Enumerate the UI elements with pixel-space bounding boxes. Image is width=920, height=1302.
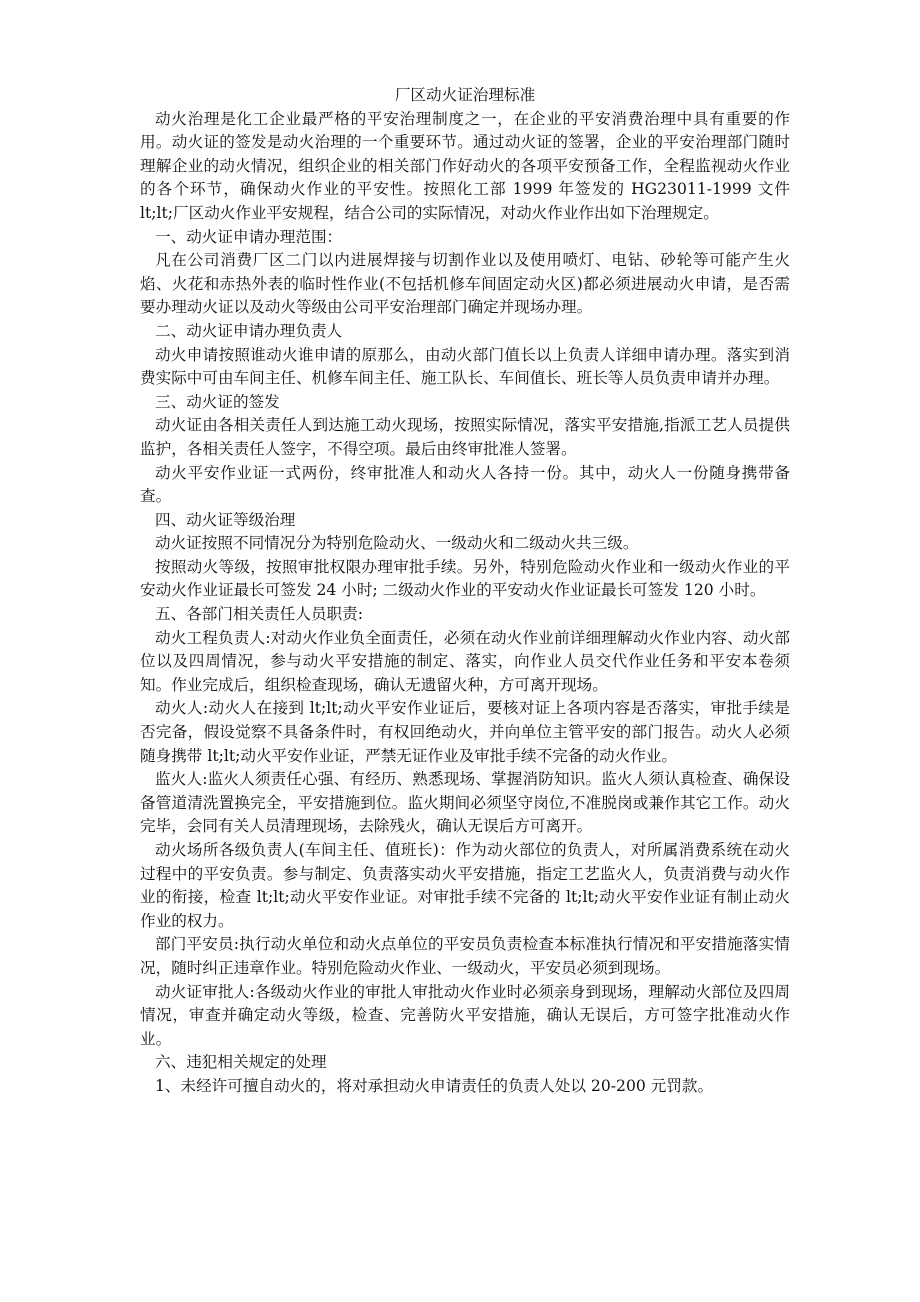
paragraph: 部门平安员:执行动火单位和动火点单位的平安员负责检查本标准执行情况和平安措施落实情况，随时纠正违章作业。特别危险动火作业、一级动火，平安员必须到现场。 — [140, 935, 790, 977]
paragraph: 动火工程负责人:对动火作业负全面责任，必须在动火作业前详细理解动火作业内容、动火部位以及四周情况，参与动火平安措施的制定、落实，向作业人员交代作业任务和平安本卷须知。作业完成后，组织检查现场，确认无遗留火种，方可离开现场。 — [140, 628, 790, 694]
document-body — [140, 108, 790, 1099]
paragraph: 动火人:动火人在接到 lt;lt;动火平安作业证后，要核对证上各项内容是否落实，审批手续是否完备，假设觉察不具备条件时，有权回绝动火，并向单位主管平安的部门报告。动火人必须随身携带 lt;lt;动火平安作业证，严禁无证作业及审批手续不完备的动火作业。 — [140, 699, 790, 765]
paragraph: 动火证审批人:各级动火作业的审批人审批动火作业时必须亲身到现场，理解动火部位及四周情况，审查并确定动火等级，检查、完善防火平安措施，确认无误后，方可签字批准动火作业。 — [140, 982, 790, 1048]
paragraph: 按照动火等级，按照审批权限办理审批手续。另外，特别危险动火作业和一级动火作业的平安动火作业证最长可签发 24 小时; 二级动火作业的平安动火作业证最长可签发 120 小时。 — [140, 557, 790, 600]
section-heading: 三、动火证的签发 — [155, 392, 280, 411]
paragraph: 动火申请按照谁动火谁申请的原那么，由动火部门值长以上负责人详细申请办理。落实到消费实际中可由车间主任、机修车间主任、施工队长、车间值长、班长等人员负责申请并办理。 — [140, 345, 790, 388]
paragraph: 动火平安作业证一式两份，终审批准人和动火人各持一份。其中，动火人一份随身携带备查。 — [140, 463, 790, 506]
paragraph: 监火人:监火人须责任心强、有经历、熟悉现场、掌握消防知识。监火人须认真检查、确保设备管道清洗置换完全，平安措施到位。监火期间必须坚守岗位,不准脱岗或兼作其它工作。动火完毕，会同有关人员清理现场，去除残火，确认无误后方可离开。 — [140, 770, 790, 836]
paragraph: 动火场所各级负责人(车间主任、值班长)：作为动火部位的负责人，对所属消费系统在动火过程中的平安负责。参与制定、负责落实动火平安措施，指定工艺监火人，负责消费与动火作业的衔接，检查 lt;lt;动火平安作业证。对审批手续不完备的 lt;lt;动火平安作业证有制止动火作业的权力。 — [140, 841, 790, 930]
paragraph: 动火证由各相关责任人到达施工动火现场，按照实际情况，落实平安措施,指派工艺人员提供监护，各相关责任人签字，不得空项。最后由终审批准人签署。 — [140, 416, 790, 458]
paragraph: 凡在公司消费厂区二门以内进展焊接与切割作业以及使用喷灯、电钻、砂轮等可能产生火焰、火花和赤热外表的临时性作业(不包括机修车间固定动火区)都必须进展动火申请，是否需要办理动火证以及动火等级由公司平安治理部门确定并现场办理。 — [140, 251, 790, 317]
document-title: 厂区动火证治理标准 — [394, 86, 536, 104]
section-heading: 五、各部门相关责任人员职责: — [155, 605, 363, 624]
paragraph: 动火证按照不同情况分为特别危险动火、一级动火和二级动火共三级。 — [155, 534, 639, 553]
paragraph: 动火治理是化工企业最严格的平安治理制度之一，在企业的平安消费治理中具有重要的作用。动火证的签发是动火治理的一个重要环节。通过动火证的签署，企业的平安治理部门随时理解企业的动火情况，组织企业的相关部门作好动火的各项平安预备工作，全程监视动火作业的各个环节，确保动火作业的平安性。按照化工部 1999 年签发的 HG23011-1999 文件 lt;lt;厂区动火作业平安规程，结合公司的实际情况，对动火作业作出如下治理规定。 — [140, 109, 790, 222]
document-page — [140, 84, 790, 1099]
section-heading: 一、动火证申请办理范围： — [155, 227, 343, 246]
section-heading: 四、动火证等级治理 — [155, 510, 296, 529]
section-heading: 六、违犯相关规定的处理 — [155, 1053, 327, 1072]
paragraph: 1、未经许可擅自动火的，将对承担动火申请责任的负责人处以 20-200 元罚款。 — [155, 1076, 714, 1095]
section-heading: 二、动火证申请办理负责人 — [155, 321, 343, 340]
